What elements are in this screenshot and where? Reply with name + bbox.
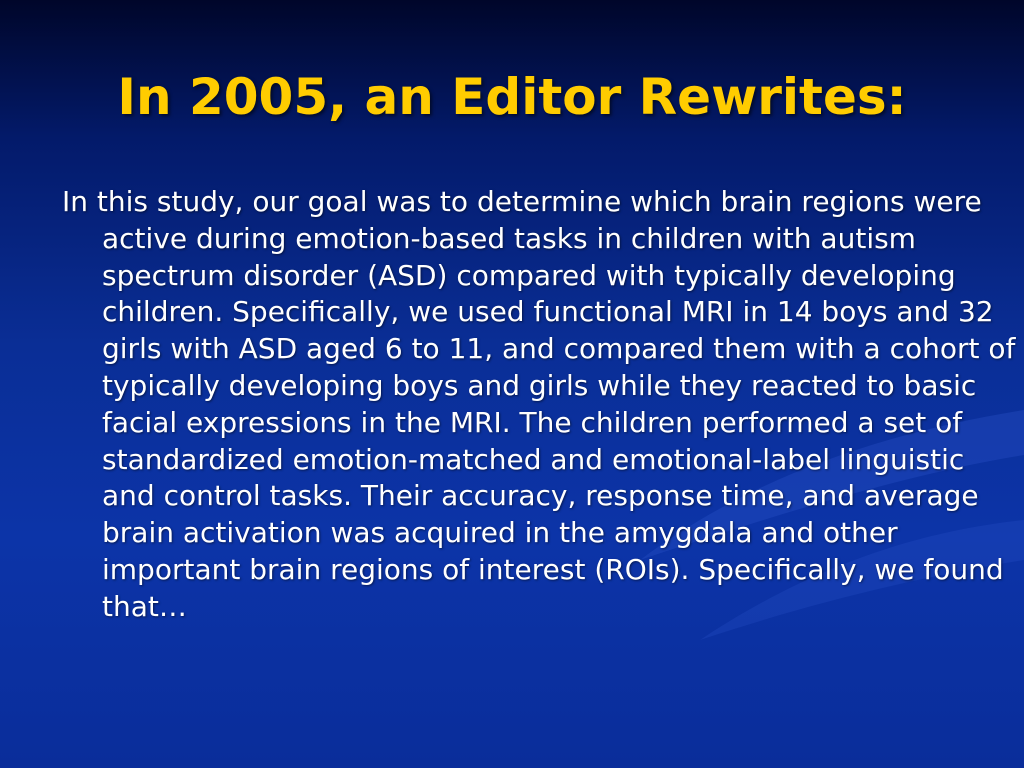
slide-body-text: In this study, our goal was to determine which brain regions were active during emotion-based tasks in children with autism spectrum disorder (ASD) compared with typically developing children. Specifically, we used functional MRI in 14 boys and 32 girls with ASD aged 6 to 11, and compared them with a cohort of typically developing boys and girls while they reacted to basic facial expressions in the MRI. The children performed a set of standardized emotion-matched and emotional-label linguistic and control tasks. Their accuracy, response time, and average brain activation was acquired in the amygdala and other important brain regions of interest (ROIs). Specifically, we found that… (62, 185, 1016, 623)
slide-title: In 2005, an Editor Rewrites: (117, 68, 907, 126)
